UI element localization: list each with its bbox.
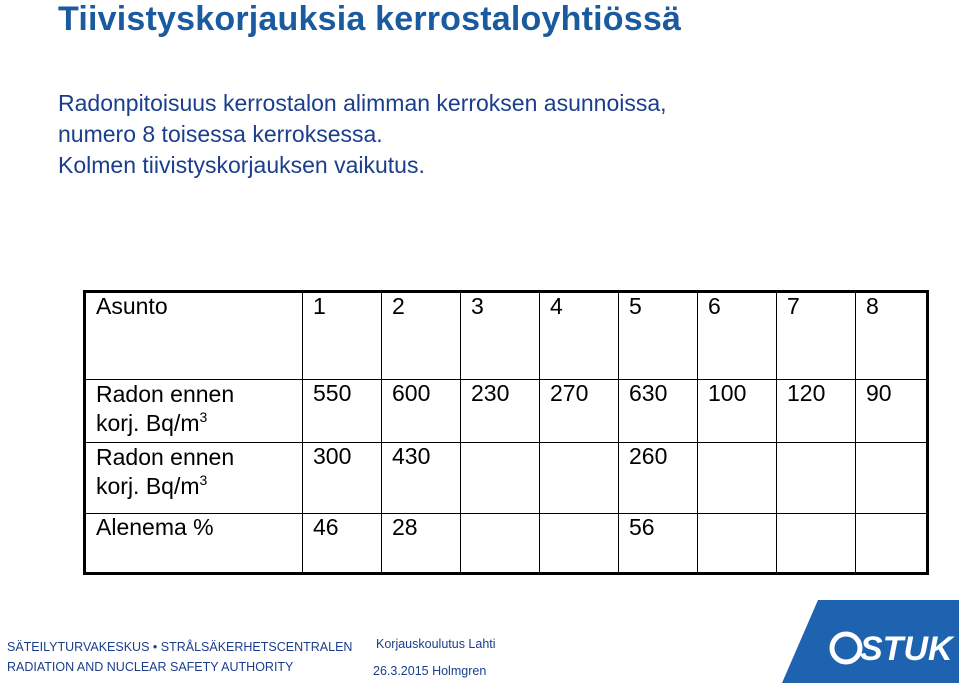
header-cell: 3 bbox=[461, 292, 540, 380]
header-cell: 2 bbox=[382, 292, 461, 380]
table-cell: 630 bbox=[619, 380, 698, 443]
table-cell bbox=[461, 514, 540, 574]
logo-text: STUK bbox=[860, 630, 953, 668]
date-author: 26.3.2015 Holmgren bbox=[373, 664, 487, 678]
row-label-line1: Radon ennen bbox=[96, 444, 235, 470]
table-cell: 550 bbox=[303, 380, 382, 443]
header-cell: 7 bbox=[777, 292, 856, 380]
table-cell: 46 bbox=[303, 514, 382, 574]
table-cell bbox=[540, 443, 619, 514]
unit-superscript: 3 bbox=[199, 472, 208, 488]
table-cell: 260 bbox=[619, 443, 698, 514]
table-cell bbox=[540, 514, 619, 574]
table-cell bbox=[698, 443, 777, 514]
header-cell: 6 bbox=[698, 292, 777, 380]
row-label-line2: korj. Bq/m bbox=[96, 410, 200, 436]
table-header-row bbox=[85, 292, 928, 380]
table-cell: 230 bbox=[461, 380, 540, 443]
header-cell: 1 bbox=[303, 292, 382, 380]
slide-footer bbox=[0, 600, 959, 683]
table-cell bbox=[856, 443, 928, 514]
row-label: Alenema % bbox=[85, 514, 303, 574]
table-cell bbox=[777, 443, 856, 514]
radon-table bbox=[83, 290, 929, 575]
table-cell: 56 bbox=[619, 514, 698, 574]
table-cell: 300 bbox=[303, 443, 382, 514]
intro-line: Kolmen tiivistyskorjauksen vaikutus. bbox=[58, 152, 425, 178]
organization-name-line1: SÄTEILYTURVAKESKUS • STRÅLSÄKERHETSCENTRALEN bbox=[7, 640, 353, 654]
row-label bbox=[85, 443, 303, 514]
table-cell bbox=[856, 514, 928, 574]
table-cell: 90 bbox=[856, 380, 928, 443]
table-cell bbox=[461, 443, 540, 514]
organization-name bbox=[7, 637, 352, 677]
table-cell: 430 bbox=[382, 443, 461, 514]
header-cell: 5 bbox=[619, 292, 698, 380]
stuk-logo bbox=[772, 600, 959, 683]
organization-name-line2: RADIATION AND NUCLEAR SAFETY AUTHORITY bbox=[7, 660, 294, 674]
table-row bbox=[85, 380, 928, 443]
table-row bbox=[85, 443, 928, 514]
course-name: Korjauskoulutus Lahti bbox=[376, 637, 496, 651]
row-label-line1: Radon ennen bbox=[96, 381, 235, 407]
table-cell: 28 bbox=[382, 514, 461, 574]
intro-line: Radonpitoisuus kerrostalon alimman kerroksen asunnoissa, bbox=[58, 90, 667, 116]
unit-superscript: 3 bbox=[199, 409, 208, 425]
row-label bbox=[85, 380, 303, 443]
row-label-line2: korj. Bq/m bbox=[96, 473, 200, 499]
intro-line: numero 8 toisessa kerroksessa. bbox=[58, 121, 383, 147]
slide-title: Tiivistyskorjauksia kerrostaloyhtiössä bbox=[58, 0, 682, 38]
header-cell: 4 bbox=[540, 292, 619, 380]
table-cell: 270 bbox=[540, 380, 619, 443]
intro-text bbox=[58, 88, 667, 181]
table-cell bbox=[777, 514, 856, 574]
table-cell: 100 bbox=[698, 380, 777, 443]
header-cell: 8 bbox=[856, 292, 928, 380]
table-cell: 600 bbox=[382, 380, 461, 443]
table-row bbox=[85, 514, 928, 574]
header-cell-asunto: Asunto bbox=[85, 292, 303, 380]
table-cell: 120 bbox=[777, 380, 856, 443]
table-cell bbox=[698, 514, 777, 574]
